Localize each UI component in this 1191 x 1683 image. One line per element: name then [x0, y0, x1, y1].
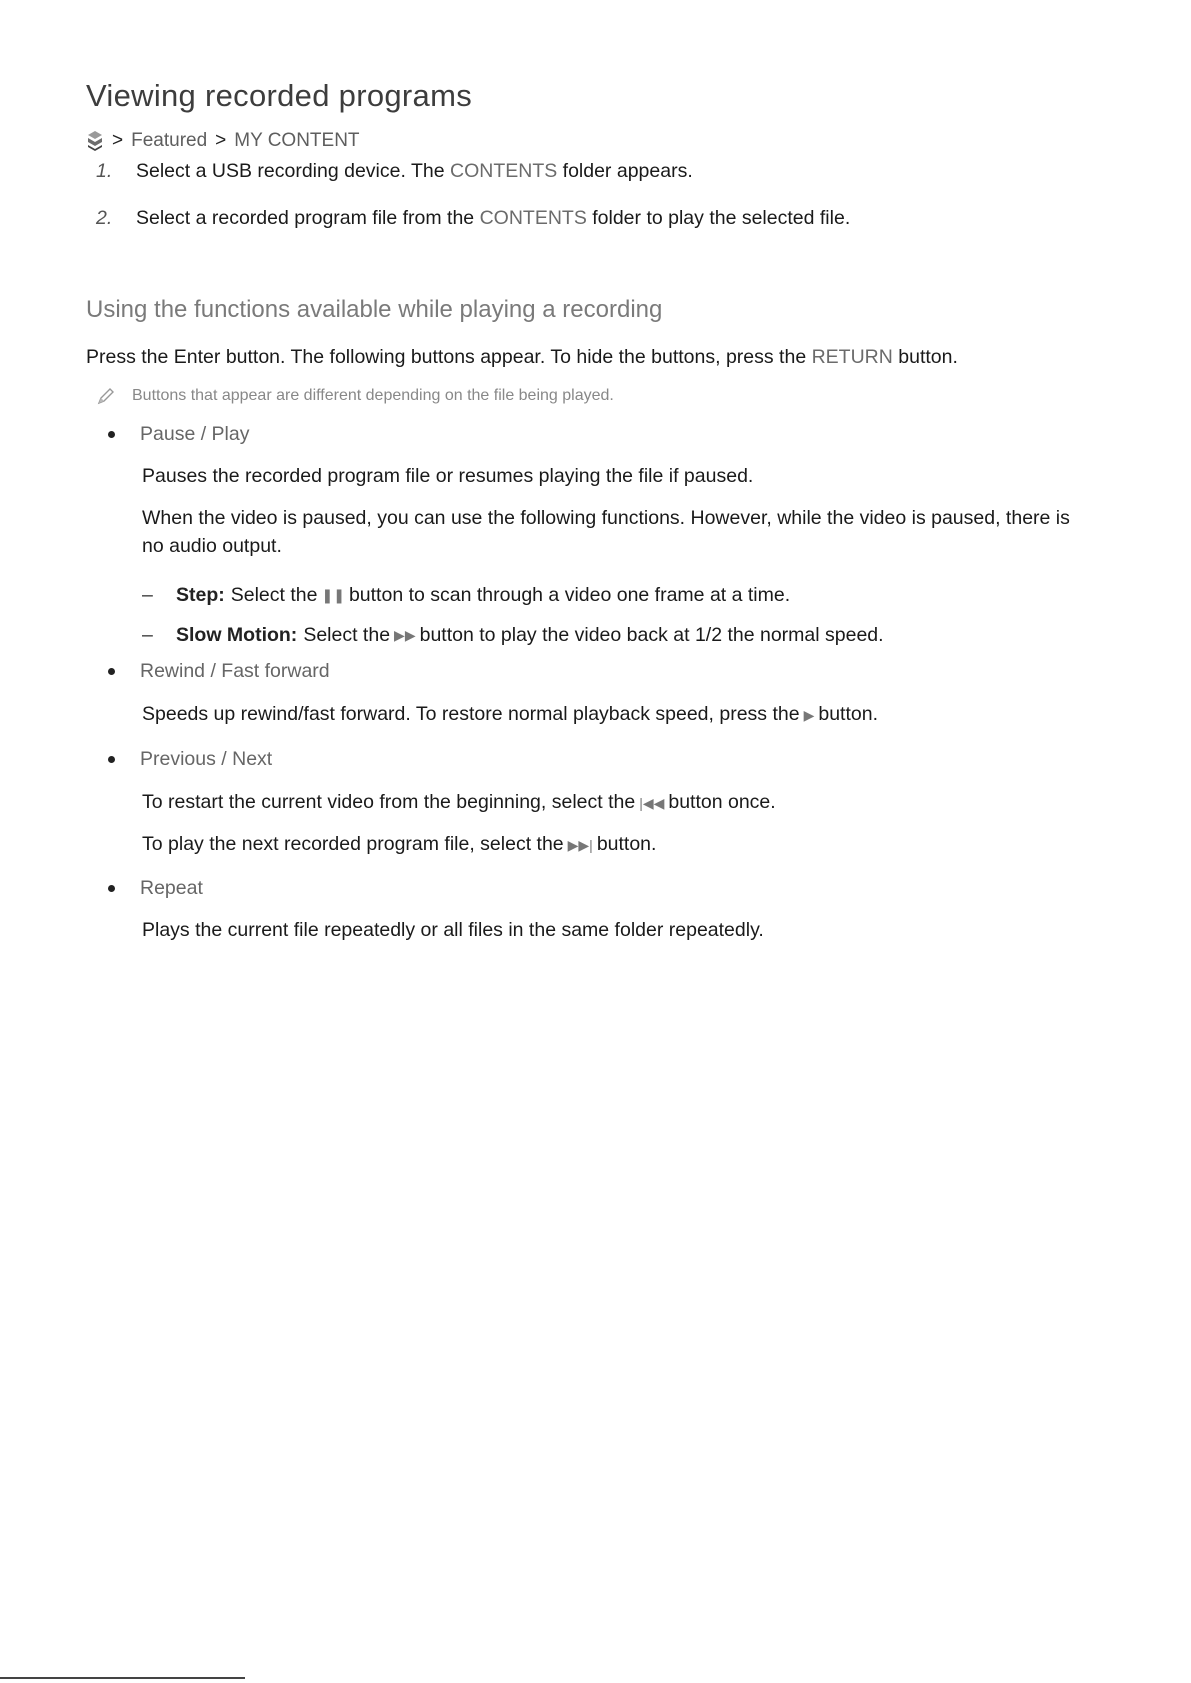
note-text: Buttons that appear are different depending on the file being played.: [132, 387, 614, 404]
pause-icon: ❚❚: [321, 587, 345, 603]
bullet-dot: [108, 756, 115, 763]
rewind-description: Speeds up rewind/fast forward. To restore normal playback speed, press the ▶ button.: [142, 700, 878, 729]
skip-forward-icon: ▶▶|: [567, 837, 593, 853]
note: [96, 386, 614, 406]
footnote-rule: [0, 1677, 245, 1679]
bullet-pause-play: [108, 423, 249, 446]
smart-hub-icon: [86, 130, 104, 152]
pause-note: When the video is paused, you can use the following functions. However, while the video is paused, there is no audio output.: [142, 507, 1070, 557]
sub-label: Step:: [176, 584, 225, 606]
bullet-label: Repeat: [140, 877, 203, 899]
breadcrumb-separator: >: [215, 130, 227, 151]
bullet-label: Rewind / Fast forward: [140, 660, 330, 682]
repeat-description: Plays the current file repeatedly or all files in the same folder repeatedly.: [142, 919, 764, 941]
play-icon: ▶: [803, 707, 815, 723]
previous-description: To restart the current video from the beginning, select the |◀◀ button once.: [142, 788, 776, 817]
next-description: To play the next recorded program file, select the ▶▶| button.: [142, 830, 656, 859]
step-text: Select a USB recording device. The CONTENTS folder appears.: [136, 160, 693, 182]
step-2: [96, 207, 850, 230]
bullet-dot: [108, 668, 115, 675]
intro-paragraph: Press the Enter button. The following buttons appear. To hide the buttons, press the RETURN button.: [86, 346, 958, 368]
sub-step: – Step: Select the ❚❚ button to scan through a video one frame at a time.: [142, 584, 791, 606]
bullet-dot: [108, 431, 115, 438]
section-heading: Using the functions available while playing a recording: [86, 296, 663, 323]
breadcrumb-separator: >: [112, 130, 124, 151]
breadcrumb-my-content: MY CONTENT: [234, 130, 360, 151]
breadcrumb-featured: Featured: [131, 130, 208, 151]
fast-forward-icon: ▶▶: [394, 627, 416, 643]
bullet-repeat: [108, 877, 203, 900]
bullet-rewind-ff: [108, 660, 330, 683]
bullet-previous-next: [108, 748, 272, 771]
bullet-dot: [108, 885, 115, 892]
step-number: 2.: [96, 207, 113, 229]
sub-slow-motion: – Slow Motion: Select the ▶▶ button to play the video back at 1/2 the normal speed.: [142, 624, 884, 646]
bullet-label: Previous / Next: [140, 748, 273, 770]
sub-label: Slow Motion:: [176, 624, 298, 646]
pause-description: Pauses the recorded program file or resumes playing the file if paused.: [142, 465, 754, 487]
step-number: 1.: [96, 160, 113, 182]
step-1: [96, 160, 693, 183]
step-text: Select a recorded program file from the CONTENTS folder to play the selected file.: [136, 207, 851, 229]
pencil-icon: [96, 386, 116, 406]
page-title: Viewing recorded programs: [86, 78, 473, 113]
breadcrumb: [86, 130, 360, 152]
bullet-label: Pause / Play: [140, 423, 250, 445]
skip-back-icon: |◀◀: [639, 795, 665, 811]
